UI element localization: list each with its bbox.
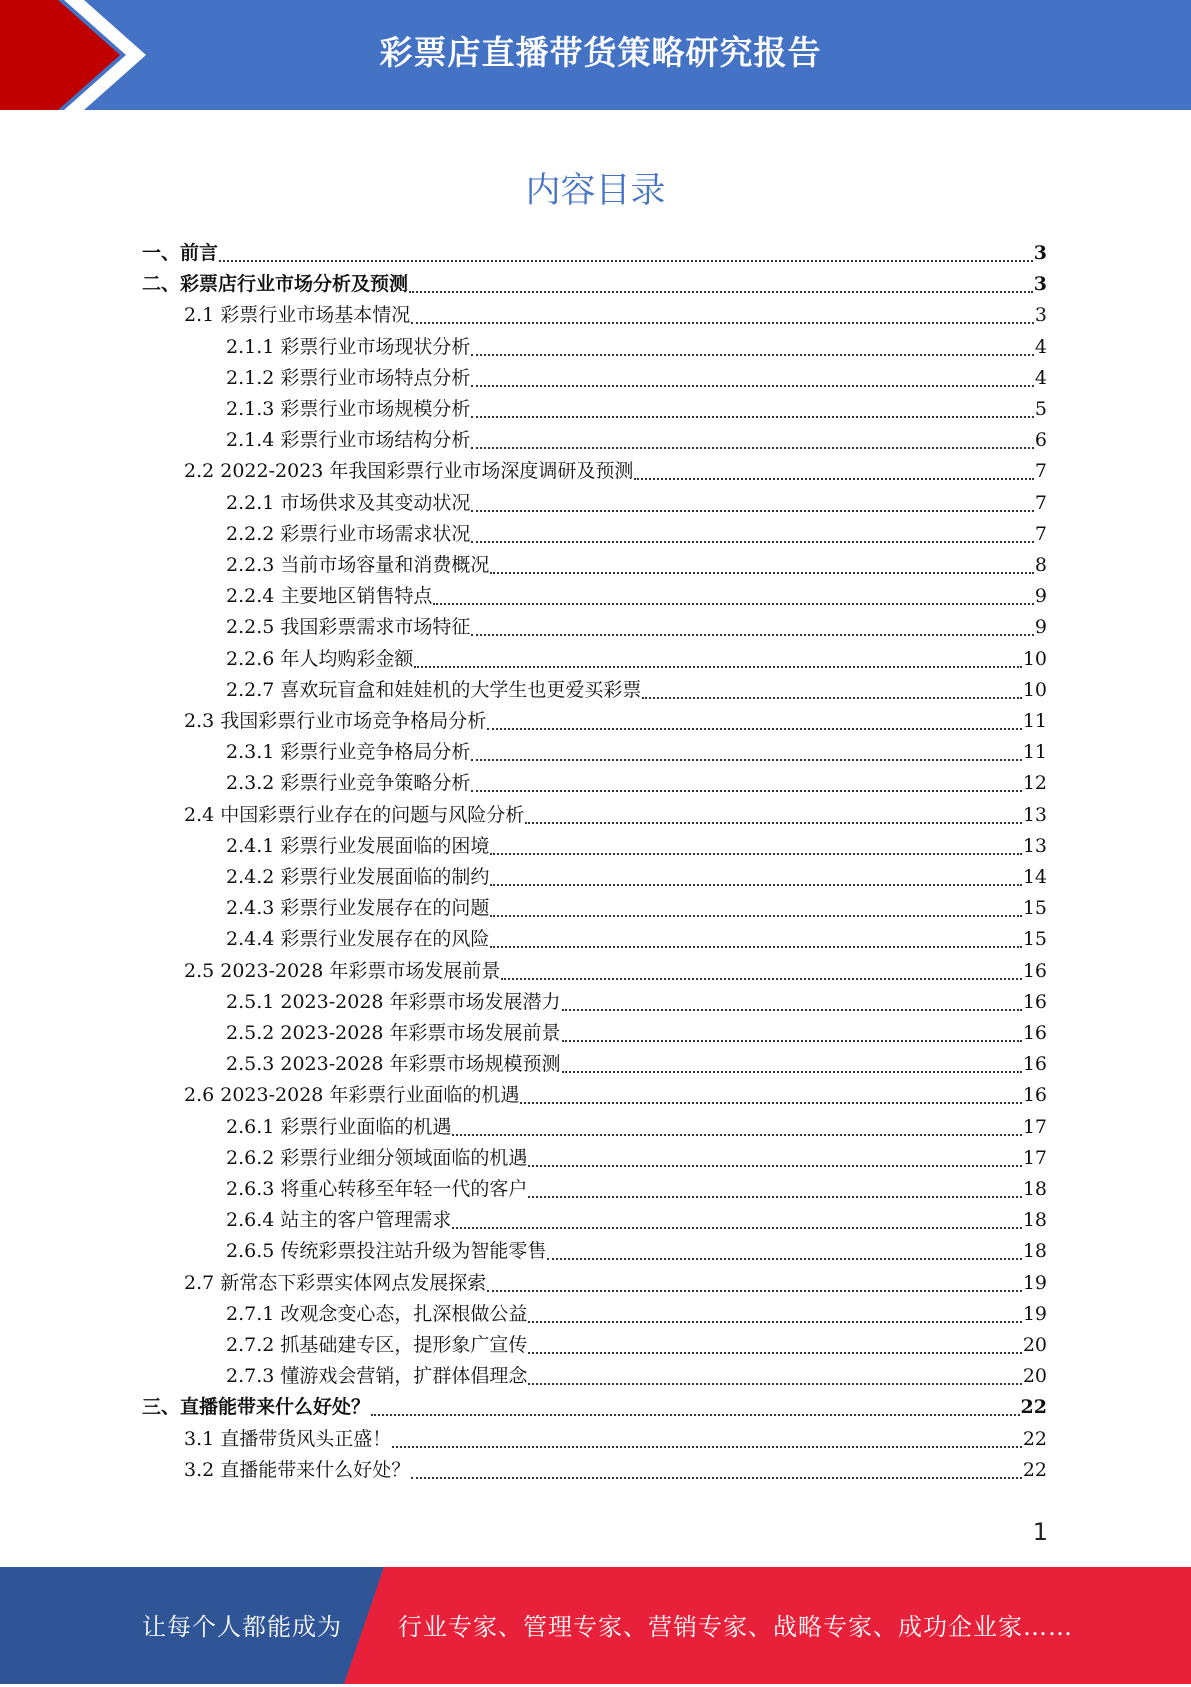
toc-entry[interactable]	[226, 1018, 1047, 1048]
toc-entry-label: 2.1.4 彩票行业市场结构分析	[226, 429, 471, 452]
toc-leader-dots	[562, 1009, 1022, 1011]
toc-entry[interactable]	[184, 456, 1047, 486]
toc-leader-dots	[562, 1071, 1022, 1073]
toc-entry[interactable]	[226, 924, 1047, 954]
toc-entry[interactable]	[226, 394, 1047, 424]
toc-entry-page: 3	[1033, 242, 1047, 264]
toc-entry-page: 16	[1022, 959, 1047, 982]
toc-entry-label: 2.6.3 将重心转移至年轻一代的客户	[226, 1178, 528, 1200]
toc-leader-dots	[411, 322, 1034, 324]
toc-entry[interactable]	[226, 737, 1047, 767]
toc-entry-page: 18	[1022, 1209, 1047, 1232]
toc-entry-label: 3.1 直播带货风头正盛！	[184, 1427, 392, 1450]
toc-entry-label: 2.7.1 改观念变心态，扎深根做公益	[226, 1302, 528, 1325]
toc-entry-page: 3	[1034, 304, 1047, 327]
footer-slogan-right: 行业专家、管理专家、营销专家、战略专家、成功企业家……	[398, 1613, 1073, 1641]
toc-entry-label: 2.6.2 彩票行业细分领域面临的机遇	[226, 1146, 528, 1169]
toc-entry-page: 3	[1033, 273, 1047, 296]
toc-entry[interactable]	[142, 1392, 1047, 1422]
toc-entry-label: 2.2.6 年人均购彩金额	[226, 647, 414, 670]
toc-entry-label: 2.7.2 抓基础建专区，提形象广宣传	[226, 1334, 528, 1356]
page-number: 1	[1032, 1518, 1048, 1546]
toc-entry[interactable]	[226, 862, 1047, 892]
toc-entry-page: 4	[1034, 366, 1047, 389]
toc-entry-label: 2.2 2022-2023 年我国彩票行业市场深度调研及预测	[184, 460, 634, 483]
toc-entry-page: 9	[1034, 585, 1047, 608]
toc-leader-dots	[490, 884, 1021, 886]
toc-entry[interactable]	[226, 519, 1047, 549]
toc-leader-dots	[487, 1290, 1022, 1292]
toc-entry-label: 2.4.3 彩票行业发展存在的问题	[226, 897, 490, 920]
toc-leader-dots	[219, 260, 1033, 262]
toc-entry-page: 10	[1022, 678, 1047, 701]
toc-entry[interactable]	[226, 1330, 1047, 1360]
toc-leader-dots	[471, 634, 1034, 636]
toc-entry[interactable]	[184, 1268, 1047, 1298]
toc-entry[interactable]	[184, 300, 1047, 330]
toc-leader-dots	[471, 759, 1021, 761]
toc-entry[interactable]	[226, 768, 1047, 798]
toc-entry-page: 13	[1022, 803, 1047, 826]
toc-entry-label: 2.2.7 喜欢玩盲盒和娃娃机的大学生也更爱买彩票	[226, 678, 642, 701]
toc-entry-label: 2.6 2023-2028 年彩票行业面临的机遇	[184, 1084, 520, 1107]
toc-entry-page: 4	[1034, 335, 1047, 358]
toc-leader-dots	[528, 1321, 1021, 1323]
toc-entry[interactable]	[226, 1236, 1047, 1266]
toc-entry-page: 22	[1020, 1396, 1047, 1419]
toc-leader-dots	[471, 385, 1034, 387]
toc-leader-dots	[487, 728, 1022, 730]
toc-entry-label: 2.2.3 当前市场容量和消费概况	[226, 554, 490, 576]
toc-entry[interactable]	[226, 1143, 1047, 1173]
toc-entry-label: 2.1.1 彩票行业市场现状分析	[226, 335, 471, 358]
toc-entry-label: 2.5.1 2023-2028 年彩票市场发展潜力	[226, 990, 561, 1013]
toc-leader-dots	[520, 1102, 1021, 1104]
report-title: 彩票店直播带货策略研究报告	[379, 33, 822, 72]
toc-leader-dots	[471, 354, 1034, 356]
toc-entry[interactable]	[184, 1424, 1047, 1454]
toc-entry[interactable]	[184, 1455, 1047, 1485]
toc-entry[interactable]	[226, 363, 1047, 393]
toc-entry-page: 15	[1022, 897, 1047, 920]
toc-leader-dots	[562, 1040, 1022, 1042]
toc-leader-dots	[528, 1196, 1021, 1198]
toc-entry-label: 2.5 2023-2028 年彩票市场发展前景	[184, 959, 501, 982]
toc-leader-dots	[392, 1446, 1022, 1448]
toc-entry-page: 19	[1022, 1271, 1047, 1294]
toc-entry-page: 10	[1022, 647, 1047, 670]
header-banner	[0, 0, 1191, 110]
toc-leader-dots	[642, 697, 1021, 699]
toc-leader-dots	[525, 822, 1022, 824]
toc-entry-label: 2.3.2 彩票行业竞争策略分析	[226, 772, 471, 795]
toc-entry[interactable]	[226, 1049, 1047, 1079]
toc-entry[interactable]	[226, 1205, 1047, 1235]
toc-entry-label: 二、彩票店行业市场分析及预测	[142, 273, 409, 296]
footer-banner	[0, 1567, 1191, 1684]
toc-leader-dots	[452, 1134, 1021, 1136]
toc-entry-page: 20	[1022, 1334, 1047, 1356]
toc-entry-label: 2.1.2 彩票行业市场特点分析	[226, 366, 471, 389]
toc-leader-dots	[452, 1227, 1021, 1229]
toc-leader-dots	[471, 510, 1034, 512]
toc-entry[interactable]	[226, 987, 1047, 1017]
toc-leader-dots	[528, 1165, 1021, 1167]
toc-leader-dots	[547, 1258, 1021, 1260]
toc-entry[interactable]	[226, 675, 1047, 705]
toc-leader-dots	[371, 1414, 1020, 1416]
toc-entry-label: 2.4 中国彩票行业存在的问题与风险分析	[184, 803, 525, 826]
toc-entry-label: 三、直播能带来什么好处？	[142, 1396, 371, 1419]
toc-entry-page: 11	[1022, 710, 1047, 732]
toc-entry[interactable]	[226, 644, 1047, 674]
toc-entry[interactable]	[226, 893, 1047, 923]
toc-entry-label: 2.2.1 市场供求及其变动状况	[226, 491, 471, 514]
toc-entry-label: 2.4.1 彩票行业发展面临的困境	[226, 834, 490, 857]
toc-entry-page: 15	[1022, 928, 1047, 951]
toc-entry-page: 7	[1034, 491, 1047, 514]
toc-leader-dots	[409, 291, 1033, 293]
toc-entry-label: 2.5.2 2023-2028 年彩票市场发展前景	[226, 1022, 561, 1044]
toc-entry-label: 2.1.3 彩票行业市场规模分析	[226, 398, 471, 420]
toc-entry[interactable]	[226, 1361, 1047, 1391]
toc-entry[interactable]	[226, 1112, 1047, 1142]
toc-entry-page: 12	[1022, 772, 1047, 795]
toc-leader-dots	[490, 853, 1021, 855]
toc-leader-dots	[471, 790, 1021, 792]
toc-leader-dots	[471, 447, 1034, 449]
toc-entry-page: 17	[1022, 1115, 1047, 1138]
toc-leader-dots	[528, 1383, 1021, 1385]
toc-entry[interactable]	[226, 581, 1047, 611]
toc-entry-label: 2.4.4 彩票行业发展存在的风险	[226, 928, 490, 951]
toc-entry-label: 2.6.1 彩票行业面临的机遇	[226, 1115, 452, 1138]
toc-entry-page: 16	[1022, 1053, 1047, 1076]
toc-leader-dots	[471, 416, 1034, 418]
toc-entry-page: 18	[1022, 1240, 1047, 1263]
toc-entry-page: 5	[1034, 398, 1047, 420]
toc-entry-page: 19	[1022, 1302, 1047, 1325]
toc-entry-page: 22	[1022, 1427, 1047, 1450]
toc-entry-page: 7	[1034, 460, 1047, 483]
toc-entry[interactable]	[226, 612, 1047, 642]
toc-entry-label: 2.7.3 懂游戏会营销，扩群体倡理念	[226, 1365, 528, 1388]
toc-entry[interactable]	[184, 706, 1047, 736]
toc-entry-label: 3.2 直播能带来什么好处？	[184, 1458, 411, 1481]
toc-entry-label: 2.5.3 2023-2028 年彩票市场规模预测	[226, 1053, 561, 1076]
toc-entry-page: 11	[1022, 741, 1047, 764]
toc-entry-label: 2.2.2 彩票行业市场需求状况	[226, 522, 471, 545]
toc-entry-page: 16	[1022, 1022, 1047, 1044]
toc-entry-page: 9	[1034, 616, 1047, 639]
toc-entry[interactable]	[184, 800, 1047, 830]
toc-entry-label: 2.4.2 彩票行业发展面临的制约	[226, 866, 490, 888]
toc-entry-label: 2.3.1 彩票行业竞争格局分析	[226, 741, 471, 764]
toc-leader-dots	[490, 572, 1034, 574]
toc-entry-page: 22	[1022, 1458, 1047, 1481]
toc-entry-label: 2.2.4 主要地区销售特点	[226, 585, 433, 608]
toc-entry-label: 一、前言	[142, 242, 219, 264]
toc-heading: 内容目录	[525, 171, 666, 211]
toc-leader-dots	[471, 541, 1034, 543]
toc-entry-page: 16	[1022, 990, 1047, 1013]
toc-leader-dots	[528, 1352, 1021, 1354]
toc-entry-page: 13	[1022, 834, 1047, 857]
toc-entry-label: 2.6.4 站主的客户管理需求	[226, 1209, 452, 1232]
toc-entry[interactable]	[184, 956, 1047, 986]
toc-entry-label: 2.2.5 我国彩票需求市场特征	[226, 616, 471, 639]
toc-leader-dots	[634, 478, 1033, 480]
toc-entry-page: 7	[1034, 522, 1047, 545]
footer-slogan-left: 让每个人都能成为	[142, 1613, 342, 1641]
toc-entry[interactable]	[226, 488, 1047, 518]
toc-leader-dots	[501, 978, 1021, 980]
toc-entry[interactable]	[184, 1080, 1047, 1110]
toc-entry-label: 2.3 我国彩票行业市场竞争格局分析	[184, 710, 487, 732]
toc-entry[interactable]	[142, 238, 1047, 268]
toc-entry[interactable]	[226, 831, 1047, 861]
toc-entry-page: 8	[1034, 554, 1047, 576]
toc-leader-dots	[414, 666, 1021, 668]
toc-entry-page: 6	[1034, 429, 1047, 452]
toc-entry-label: 2.1 彩票行业市场基本情况	[184, 304, 411, 327]
toc-leader-dots	[411, 1477, 1022, 1479]
toc-entry-page: 17	[1022, 1146, 1047, 1169]
toc-entry[interactable]	[226, 425, 1047, 455]
toc-leader-dots	[490, 915, 1021, 917]
toc-entry-page: 18	[1022, 1178, 1047, 1200]
toc-entry[interactable]	[142, 269, 1047, 299]
toc-entry-page: 20	[1022, 1365, 1047, 1388]
toc-entry[interactable]	[226, 1174, 1047, 1204]
toc-entry[interactable]	[226, 550, 1047, 580]
toc-entry-label: 2.6.5 传统彩票投注站升级为智能零售	[226, 1240, 547, 1263]
toc-entry-label: 2.7 新常态下彩票实体网点发展探索	[184, 1271, 487, 1294]
toc-entry-page: 14	[1022, 866, 1047, 888]
toc-entry[interactable]	[226, 1299, 1047, 1329]
toc-leader-dots	[490, 946, 1021, 948]
toc-leader-dots	[433, 603, 1034, 605]
toc-entry-page: 16	[1022, 1084, 1047, 1107]
toc-entry[interactable]	[226, 332, 1047, 362]
